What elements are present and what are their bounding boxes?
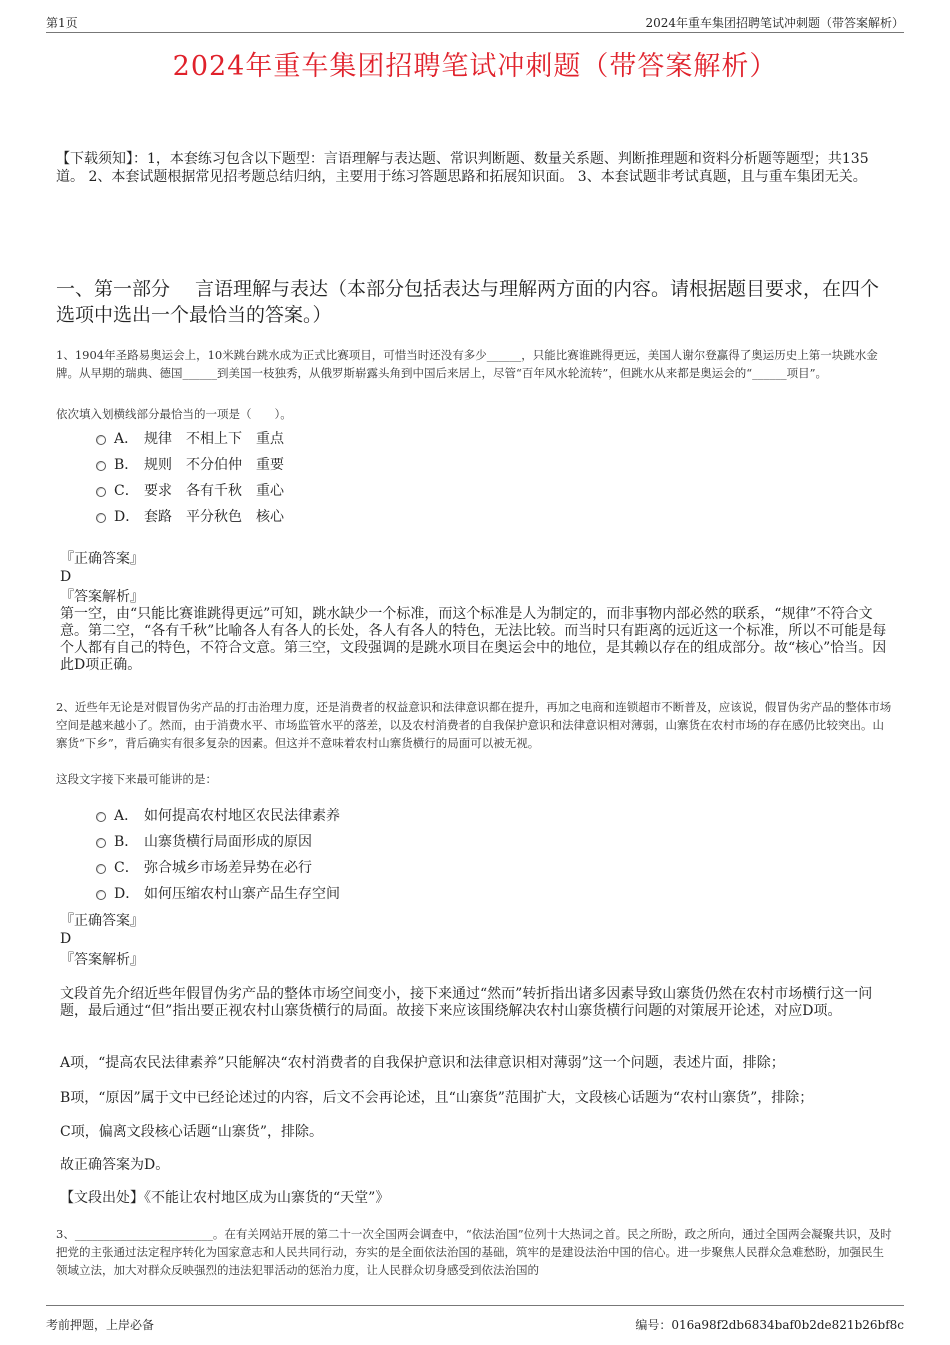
source-citation: 【文段出处】《不能让农村地区成为山寨货的“天堂”》 <box>60 1190 390 1206</box>
page-header <box>46 12 904 33</box>
download-notice: 【下载须知】：1，本套练习包含以下题型：言语理解与表达题、常识判断题、数量关系题、判断推理题和资料分析题等题型；共135道。 2、本套试题根据常见招考题总结归纳，主要用于练习答题思路和拓展知识面。 3、本套试题非考试真题，且与重车集团无关。 <box>56 151 869 185</box>
analysis-paragraph: A项，“提高农民法律素养”只能解决“农村消费者的自我保护意识和法律意识相对薄弱”这一个问题，表述片面，排除； <box>60 1055 785 1071</box>
document-code: 编号：016a98f2db6834baf0b2de821b26bf8c <box>635 1318 904 1332</box>
answer-value: D <box>60 931 72 947</box>
radio-icon[interactable] <box>96 812 106 822</box>
header-doc-title: 2024年重车集团招聘笔试冲刺题（带答案解析） <box>645 16 904 30</box>
option-c[interactable]: C． 要求 各有千秋 重心 <box>96 477 696 503</box>
radio-icon[interactable] <box>96 838 106 848</box>
analysis-label: 『答案解析』 <box>60 589 144 605</box>
analysis-paragraph: B项，“原因”属于文中已经论述过的内容，后文不会再论述，且“山寨货”范围扩大，文段核心话题为“农村山寨货”，排除； <box>60 1090 814 1106</box>
question-2-text: 2、近些年无论是对假冒伪劣产品的打击治理力度，还是消费者的权益意识和法律意识都在提升，再加之电商和连锁超市不断普及，应该说，假冒伪劣产品的整体市场空间是越来越小了。然而，由于消费水平、市场监管水平的落差，以及农村消费者的自我保护意识和法律意识相对薄弱，山寨货在农村市场的存在感仍比较突出。山寨货“下乡”，背后确实有很多复杂的因素。但这并不意味着农村山寨货横行的局面可以被无视。 <box>56 700 892 750</box>
question-3-text: 3、________________________。在有关网站开展的第二十一次全国两会调查中，“依法治国”位列十大热词之首。民之所盼，政之所向，通过全国两会凝聚共识，及时把党的主张通过法定程序转化为国家意志和人民共同行动，夯实的是全面依法治国的基础，筑牢的是建设法治中国的信心。进一步聚焦人民群众急难愁盼，加强民生领域立法，加大对群众反映强烈的违法犯罪活动的惩治力度，让人民群众切身感受到依法治国的 <box>56 1227 892 1277</box>
analysis-label: 『答案解析』 <box>60 952 144 968</box>
analysis-paragraph: 文段首先介绍近些年假冒伪劣产品的整体市场空间变小，接下来通过“然而”转折指出诸多因素导致山寨货仍然在农村市场横行这一问题，最后通过“但”指出要正视农村山寨货横行的局面。故接下来应该围绕解决农村山寨货横行问题的对策展开论述，对应D项。 <box>60 986 873 1019</box>
question-1-text: 1、1904年圣路易奥运会上，10米跳台跳水成为正式比赛项目，可惜当时还没有多少______，只能比赛谁跳得更远，美国人谢尔登赢得了奥运历史上第一块跳水金牌。从早期的瑞典、德国______到美国一枝独秀，从俄罗斯崭露头角到中国后来居上，尽管“百年风水轮流转”，但跳水从来都是奥运会的“______项目”。 <box>56 348 878 380</box>
analysis-paragraph: 故正确答案为D。 <box>60 1157 170 1173</box>
option-b[interactable]: B． 规则 不分伯仲 重要 <box>96 451 696 477</box>
question-1-prompt: 依次填入划横线部分最恰当的一项是（ ）。 <box>56 407 292 421</box>
question-1-options <box>96 425 696 529</box>
radio-icon[interactable] <box>96 864 106 874</box>
answer-label: 『正确答案』 <box>60 913 144 929</box>
page-title: 2024年重车集团招聘笔试冲刺题（带答案解析） <box>172 51 778 82</box>
option-d[interactable]: D． 如何压缩农村山寨产品生存空间 <box>96 880 696 906</box>
radio-icon[interactable] <box>96 513 106 523</box>
question-2-options <box>96 802 696 906</box>
analysis-text: 第一空，由“只能比赛谁跳得更远”可知，跳水缺少一个标准，而这个标准是人为制定的，而非事物内部必然的联系，“规律”不符合文意。第二空，“各有千秋”比喻各人有各人的长处，各人有各人的特色，无法比较。而当时只有距离的远近这一个标准，所以不可能是每个人都有自己的特色，不符合文意。第三空，文段强调的是跳水项目在奥运会中的地位，是其赖以存在的组成部分。故“核心”恰当。因此D项正确。 <box>60 606 887 673</box>
radio-icon[interactable] <box>96 435 106 445</box>
option-c[interactable]: C． 弥合城乡市场差异势在必行 <box>96 854 696 880</box>
option-b[interactable]: B． 山寨货横行局面形成的原因 <box>96 828 696 854</box>
radio-icon[interactable] <box>96 890 106 900</box>
option-d[interactable]: D． 套路 平分秋色 核心 <box>96 503 696 529</box>
answer-value: D <box>60 569 72 585</box>
question-2-prompt: 这段文字接下来最可能讲的是： <box>56 772 217 786</box>
option-a[interactable]: A． 如何提高农村地区农民法律素养 <box>96 802 696 828</box>
section-heading: 一、第一部分 言语理解与表达（本部分包括表达与理解两方面的内容。请根据题目要求，在四个选项中选出一个最恰当的答案。） <box>56 278 880 326</box>
option-a[interactable]: A． 规律 不相上下 重点 <box>96 425 696 451</box>
footer-slogan: 考前押题，上岸必备 <box>46 1318 155 1332</box>
radio-icon[interactable] <box>96 461 106 471</box>
page-number: 第1页 <box>46 16 78 30</box>
answer-label: 『正确答案』 <box>60 551 144 567</box>
radio-icon[interactable] <box>96 487 106 497</box>
analysis-paragraph: C项，偏离文段核心话题“山寨货”，排除。 <box>60 1124 324 1140</box>
page-footer <box>46 1305 904 1336</box>
